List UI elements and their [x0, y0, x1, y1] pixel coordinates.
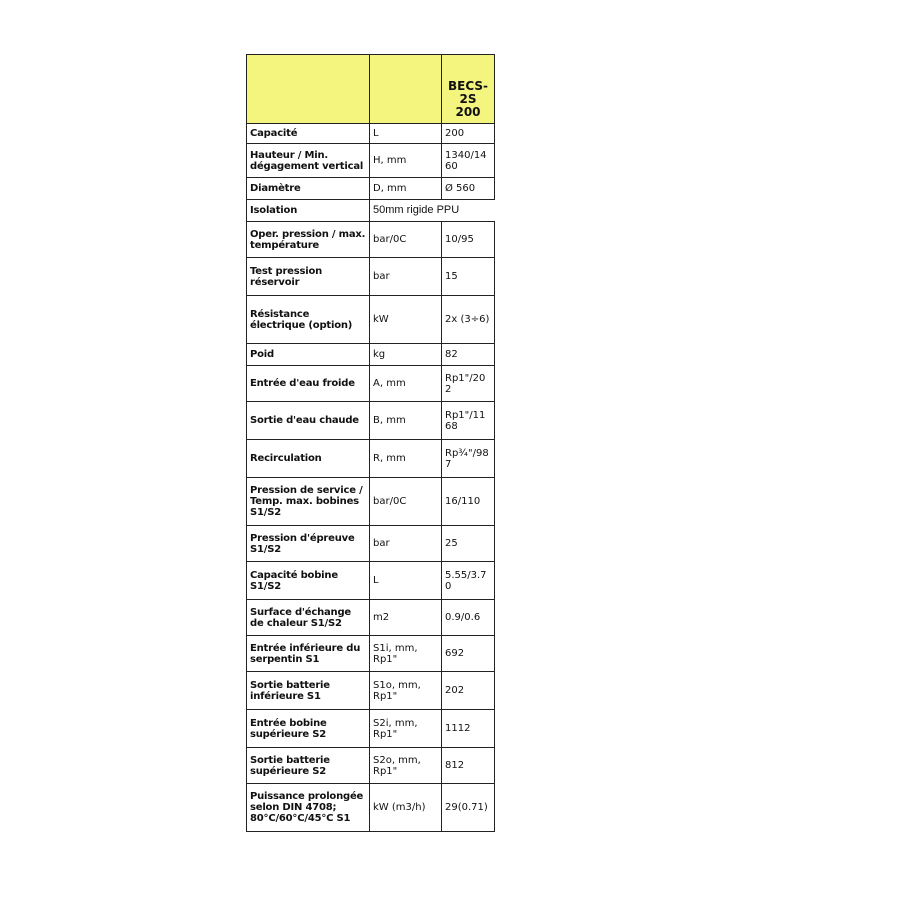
table-row: [247, 258, 495, 296]
table-row: [247, 144, 495, 178]
row-label: Oper. pression / max. température: [247, 222, 370, 258]
row-label: Surface d'échange de chaleur S1/S2: [247, 600, 370, 636]
row-label: Sortie batterie inférieure S1: [247, 672, 370, 710]
table-row: [247, 562, 495, 600]
row-unit: bar: [370, 526, 442, 562]
row-label: Pression de service / Temp. max. bobines S1/S2: [247, 478, 370, 526]
row-value: 200: [442, 124, 495, 144]
row-value: 1112: [442, 710, 495, 748]
row-value: Rp¾"/987: [442, 440, 495, 478]
row-unit: m2: [370, 600, 442, 636]
row-label: Sortie d'eau chaude: [247, 402, 370, 440]
row-label: Isolation: [247, 200, 370, 222]
row-unit: bar/0C: [370, 478, 442, 526]
row-unit: bar: [370, 258, 442, 296]
row-value: 16/110: [442, 478, 495, 526]
table-row: [247, 296, 495, 344]
row-label: Hauteur / Min. dégagement vertical: [247, 144, 370, 178]
row-value: 25: [442, 526, 495, 562]
row-label: Diamètre: [247, 178, 370, 200]
row-unit: R, mm: [370, 440, 442, 478]
table-row: [247, 440, 495, 478]
row-unit: L: [370, 124, 442, 144]
table-row: [247, 124, 495, 144]
table-header-row: [247, 55, 495, 124]
table-row: [247, 478, 495, 526]
model-header: BECS-2S 200: [442, 55, 495, 124]
table-row: [247, 748, 495, 784]
spec-table: [246, 54, 495, 832]
header-empty-cell-2: [370, 55, 442, 124]
row-unit: B, mm: [370, 402, 442, 440]
row-unit: L: [370, 562, 442, 600]
table-row: [247, 222, 495, 258]
row-label: Entrée inférieure du serpentin S1: [247, 636, 370, 672]
table-row: [247, 526, 495, 562]
row-unit: S1i, mm, Rp1": [370, 636, 442, 672]
row-label: Puissance prolongée selon DIN 4708; 80°C/60°C/45°C S1: [247, 784, 370, 832]
row-unit: S1o, mm, Rp1": [370, 672, 442, 710]
header-empty-cell-1: [247, 55, 370, 124]
row-unit: D, mm: [370, 178, 442, 200]
row-value: 812: [442, 748, 495, 784]
row-value: 2x (3÷6): [442, 296, 495, 344]
row-label: Entrée d'eau froide: [247, 366, 370, 402]
row-value: 5.55/3.70: [442, 562, 495, 600]
table-row: [247, 366, 495, 402]
table-row: [247, 402, 495, 440]
table-row: [247, 672, 495, 710]
row-label: Test pression réservoir: [247, 258, 370, 296]
row-label: Capacité: [247, 124, 370, 144]
insulation-value: 50mm rigide PPU: [370, 200, 495, 222]
row-label: Pression d'épreuve S1/S2: [247, 526, 370, 562]
row-value: 202: [442, 672, 495, 710]
row-value: Ø 560: [442, 178, 495, 200]
row-label: Sortie batterie supérieure S2: [247, 748, 370, 784]
table-row: [247, 178, 495, 200]
row-value: Rp1"/1168: [442, 402, 495, 440]
row-unit: A, mm: [370, 366, 442, 402]
row-unit: kg: [370, 344, 442, 366]
row-unit: kW: [370, 296, 442, 344]
row-value: 692: [442, 636, 495, 672]
row-unit: S2i, mm, Rp1": [370, 710, 442, 748]
row-label: Entrée bobine supérieure S2: [247, 710, 370, 748]
row-unit: bar/0C: [370, 222, 442, 258]
table-row: [247, 200, 495, 222]
row-unit: H, mm: [370, 144, 442, 178]
row-unit: kW (m3/h): [370, 784, 442, 832]
row-value: Rp1"/202: [442, 366, 495, 402]
row-value: 1340/1460: [442, 144, 495, 178]
table-row: [247, 784, 495, 832]
row-value: 29(0.71): [442, 784, 495, 832]
table-row: [247, 710, 495, 748]
table-row: [247, 636, 495, 672]
table-row: [247, 344, 495, 366]
row-label: Capacité bobine S1/S2: [247, 562, 370, 600]
row-value: 82: [442, 344, 495, 366]
row-label: Poid: [247, 344, 370, 366]
table-row: [247, 600, 495, 636]
row-unit: S2o, mm, Rp1": [370, 748, 442, 784]
row-value: 0.9/0.6: [442, 600, 495, 636]
row-value: 10/95: [442, 222, 495, 258]
row-value: 15: [442, 258, 495, 296]
row-label: Résistance électrique (option): [247, 296, 370, 344]
row-label: Recirculation: [247, 440, 370, 478]
